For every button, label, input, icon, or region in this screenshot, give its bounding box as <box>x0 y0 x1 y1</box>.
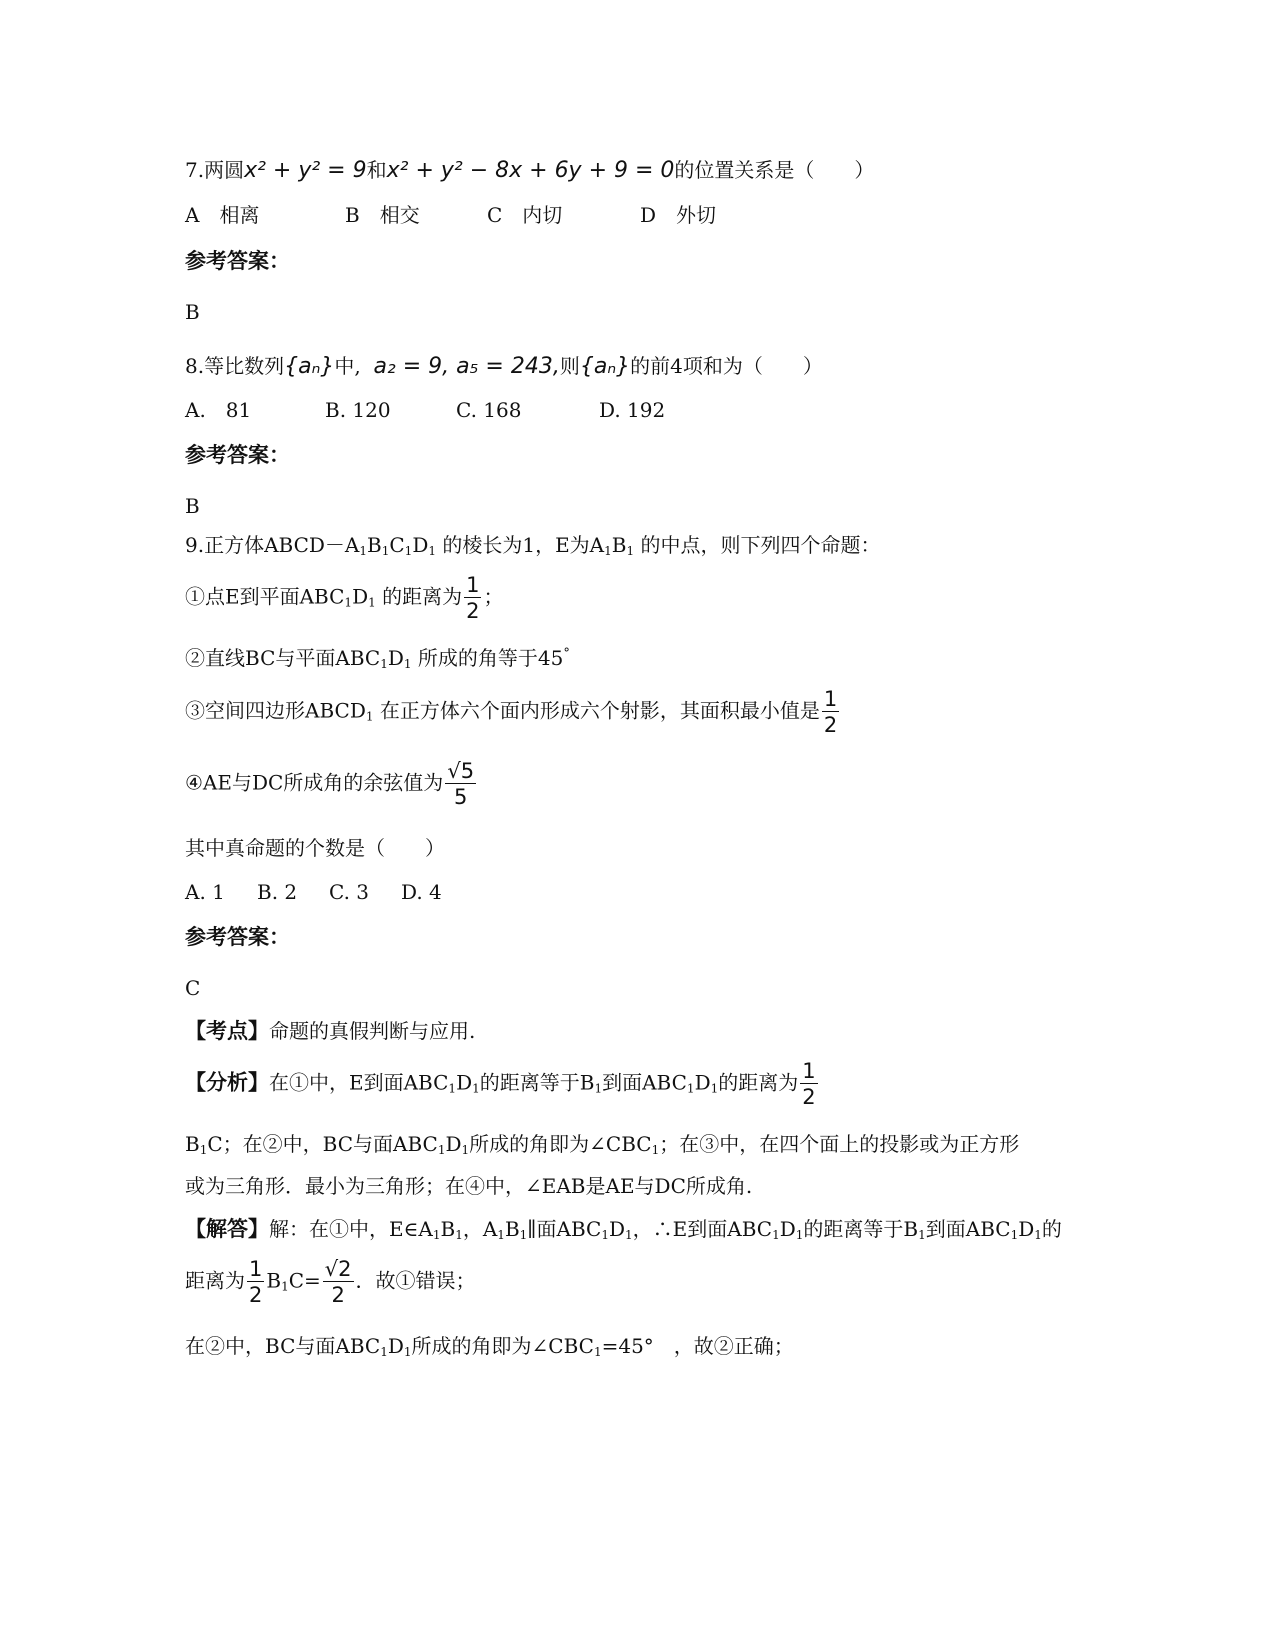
q8-options <box>185 400 665 420</box>
fraction-sqrt5-over-5: $\frac{√5}{5}$ <box>447 759 475 810</box>
q8-stem: 8.等比数列{aₙ}中, a₂ = 9, a₅ = 243,则{aₙ}的前4项和为（ ） <box>185 354 823 379</box>
q9-analysis-line-2: $B_1C$；在②中，BC与面$ABC_1D_1$所成的角即为$\angle CBC_1$；在③中，在四个面上的投影或为正方形 <box>185 1132 1020 1157</box>
q9-proposition-4: ④AE与DC所成角的余弦值为 $\frac{√5}{5}$ <box>185 759 475 810</box>
q9-count-question: 其中真命题的个数是（ ） <box>185 836 445 860</box>
q9-solution-line-2: 距离为 $\frac{1}{2}$ $B_1C=$ $\frac{√2}{2}$ ．故①错误； <box>185 1257 476 1308</box>
q7-option-d: D 外切 <box>640 203 717 227</box>
fraction-one-half: $\frac{1}{2}$ <box>466 573 480 624</box>
q8-option-a: A. 81 <box>185 398 252 422</box>
q8-sequence: {aₙ} <box>284 354 335 379</box>
q7-answer: B <box>185 300 200 324</box>
q9-kaodian: 【考点】命题的真假判断与应用. <box>185 1018 476 1043</box>
q8-condition: a₂ = 9, a₅ = 243, <box>373 354 560 379</box>
q7-option-a: A 相离 <box>185 203 260 227</box>
q8-answer-label: 参考答案： <box>185 442 290 467</box>
q7-option-b: B 相交 <box>345 203 420 227</box>
q7-equation-1: x² + y² = 9 <box>244 158 367 183</box>
q8-answer: B <box>185 494 200 518</box>
fraction-one-half: $\frac{1}{2}$ <box>823 687 838 738</box>
q9-proposition-2: ②直线BC与平面$ABC_1D_1$ 所成的角等于45° <box>185 646 570 671</box>
q9-proposition-3: ③空间四边形$ABCD_1$ 在正方体六个面内形成六个射影，其面积最小值是 $\frac{1}{2}$ <box>185 687 838 738</box>
q8-option-b: B. 120 <box>325 398 391 422</box>
q8-option-c: C. 168 <box>456 398 522 422</box>
q9-stem: 9.正方体$ABCD-A_1B_1C_1D_1$ 的棱长为1，E为$A_1B_1$ 的中点，则下列四个命题： <box>185 533 881 558</box>
q9-solution-line-1: 【解答】解：在①中，$E\in A_1B_1$，$A_1B_1\parallel$面$ABC_1D_1$，∴E到面$ABC_1D_1$的距离等于$B_1$到面$ABC_1D_1$的 <box>185 1216 1062 1242</box>
q9-solution-line-3: 在②中，BC与面$ABC_1D_1$所成的角即为$\angle CBC_1=45^\circ$ ，故②正确； <box>185 1334 794 1359</box>
q9-option-b: B. 2 <box>257 880 298 904</box>
q7-option-c: C 内切 <box>487 203 563 227</box>
q9-answer-label: 参考答案： <box>185 924 290 949</box>
fraction-sqrt2-over-2: $\frac{√2}{2}$ <box>324 1257 352 1308</box>
q9-option-c: C. 3 <box>329 880 370 904</box>
q8-sequence-2: {aₙ} <box>579 354 631 379</box>
q9-analysis-line-1: 【分析】在①中，E到面$ABC_1D_1$的距离等于$B_1$到面$ABC_1D_1$的距离为 $\frac{1}{2}$ <box>185 1059 816 1110</box>
q9-answer: C <box>185 976 201 1000</box>
q9-option-a: A. 1 <box>185 880 225 904</box>
q7-equation-2: x² + y² − 8x + 6y + 9 = 0 <box>386 158 675 183</box>
fraction-one-half: $\frac{1}{2}$ <box>802 1059 816 1110</box>
q7-stem: 7.两圆x² + y² = 9和x² + y² − 8x + 6y + 9 = 0的位置关系是（ ） <box>185 158 875 183</box>
q9-option-d: D. 4 <box>401 880 442 904</box>
fraction-one-half: $\frac{1}{2}$ <box>249 1257 263 1308</box>
q7-answer-label: 参考答案： <box>185 248 290 273</box>
q9-analysis-line-3: 或为三角形．最小为三角形；在④中，∠EAB是AE与DC所成角. <box>185 1174 753 1198</box>
q9-options <box>185 882 442 902</box>
q7-options <box>185 205 716 225</box>
q8-option-d: D. 192 <box>599 398 666 422</box>
q9-proposition-1: ①点E到平面$ABC_1D_1$ 的距离为 $\frac{1}{2}$ ； <box>185 573 504 624</box>
